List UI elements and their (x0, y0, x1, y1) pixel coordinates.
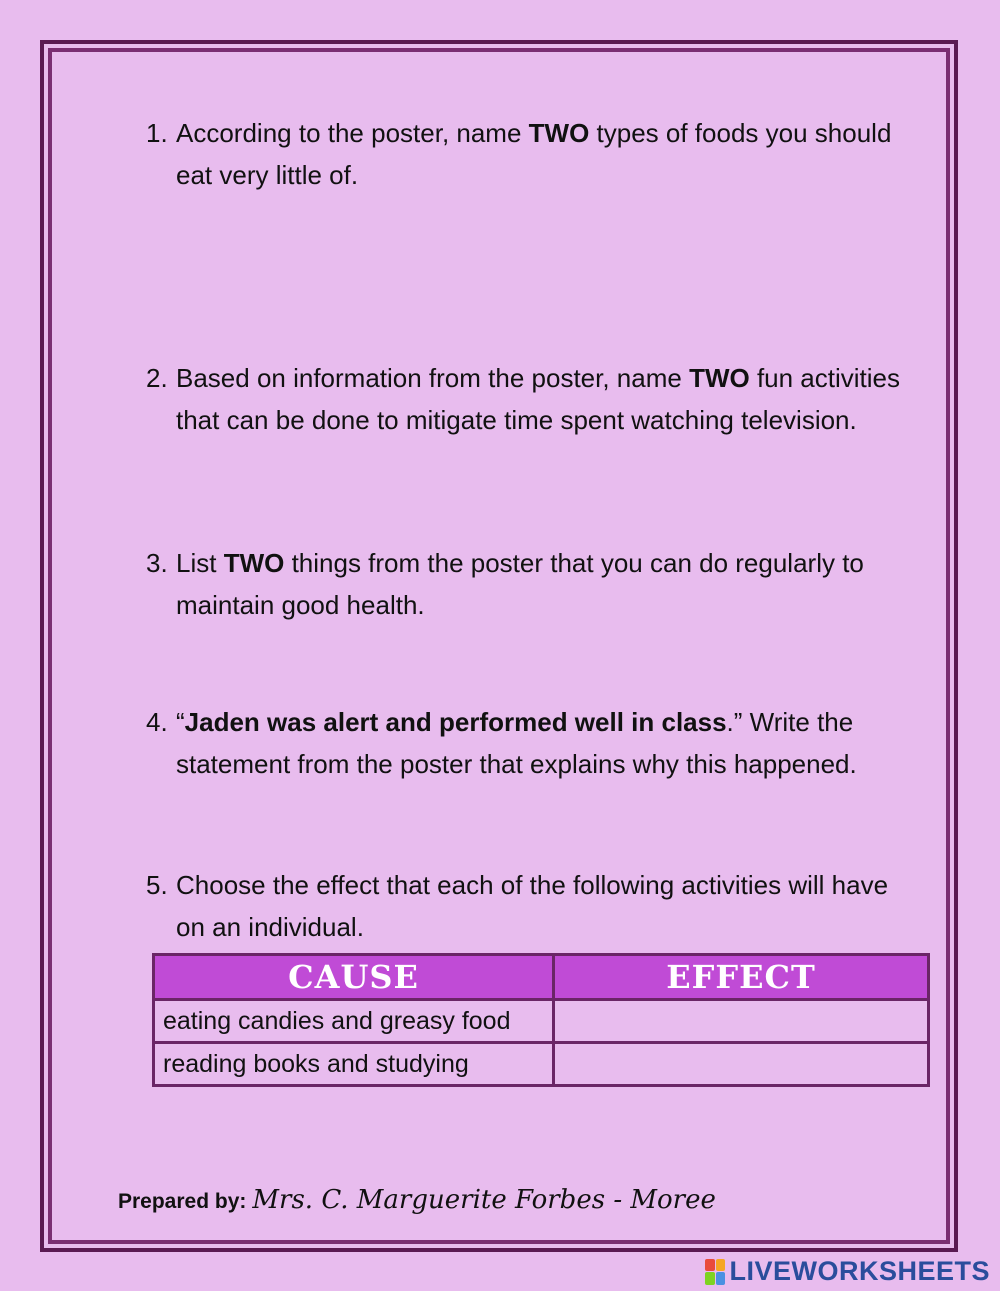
bold-text: TWO (528, 118, 590, 148)
bold-text: TWO (223, 548, 285, 578)
author-signature: Mrs. C. Marguerite Forbes - Moree (252, 1185, 716, 1215)
text-run: things from the poster that you can do regularly to maintain good health. (176, 548, 864, 620)
bold-text: TWO (689, 363, 750, 393)
question-4 (146, 701, 906, 785)
question-number: 5. (146, 870, 168, 900)
logo-tile (716, 1259, 726, 1272)
question-text (176, 357, 906, 441)
brand-name: LIVEWORKSHEETS (729, 1256, 990, 1286)
cause-cell: reading books and studying (154, 1043, 554, 1086)
effect-answer-cell[interactable] (554, 1043, 929, 1086)
text-run: List (176, 548, 224, 578)
liveworksheets-logo-icon (705, 1259, 725, 1285)
cause-effect-table (152, 953, 930, 1087)
question-text (176, 112, 906, 196)
text-run: fun activities that can be done to mitigate time spent watching television. (176, 363, 901, 435)
effect-header: EFFECT (554, 955, 929, 1000)
question-text (176, 542, 906, 626)
text-run: Choose the effect that each of the following activities will have on an individual. (176, 870, 889, 942)
liveworksheets-brand (705, 1256, 990, 1287)
question-1 (146, 112, 906, 196)
logo-tile (716, 1272, 726, 1285)
logo-tile (705, 1272, 715, 1285)
bold-text: Jaden was alert and performed well in class (184, 707, 727, 737)
logo-tile (705, 1259, 715, 1272)
cause-header: CAUSE (154, 955, 554, 1000)
text-run: “ (176, 707, 185, 737)
text-run: .” Write the statement from the poster that explains why this happened. (176, 707, 857, 779)
table-header-row (154, 955, 929, 1000)
table-row (154, 1000, 929, 1043)
text-run: types of foods you should eat very little of. (176, 118, 892, 190)
question-text (176, 701, 906, 785)
prepared-by-label: Prepared by: (118, 1190, 247, 1213)
effect-answer-cell[interactable] (554, 1000, 929, 1043)
text-run: Based on information from the poster, name (176, 363, 690, 393)
text-run: According to the poster, name (176, 118, 529, 148)
question-number: 1. (146, 118, 168, 148)
cause-cell: eating candies and greasy food (154, 1000, 554, 1043)
question-number: 2. (146, 363, 168, 393)
question-5 (146, 864, 906, 948)
question-number: 3. (146, 548, 168, 578)
question-2 (146, 357, 906, 441)
prepared-by (118, 1185, 716, 1215)
question-number: 4. (146, 707, 168, 737)
question-3 (146, 542, 906, 626)
table-row (154, 1043, 929, 1086)
question-text (176, 864, 906, 948)
